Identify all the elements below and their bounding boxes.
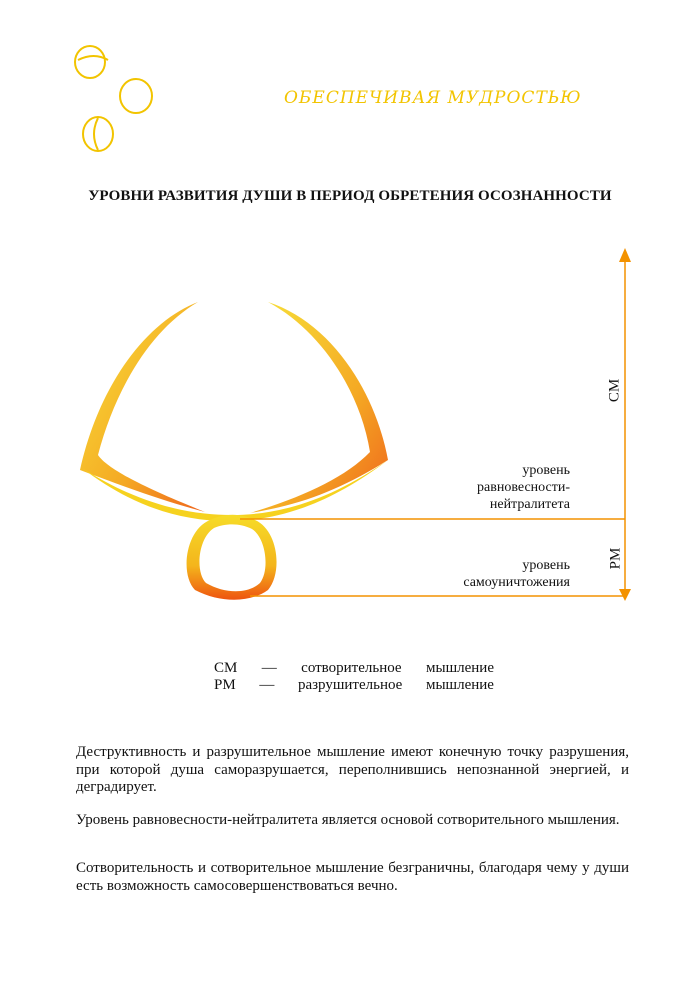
axis-label-cm: СМ bbox=[606, 378, 623, 403]
level-label-line: уровень bbox=[522, 463, 570, 478]
level-label-self-destruction bbox=[463, 557, 570, 591]
lower-ring bbox=[187, 515, 277, 600]
axis-bottom-arrow bbox=[619, 589, 631, 601]
cup-base bbox=[82, 460, 388, 521]
level-label-equilibrium bbox=[477, 462, 570, 513]
cup-left-arm bbox=[80, 302, 205, 512]
legend-row-cm bbox=[214, 660, 494, 677]
level-label-line: уровень bbox=[522, 558, 570, 573]
brand-name: ОБЕСПЕЧИВАЯ МУДРОСТЬЮ bbox=[284, 88, 582, 108]
level-label-line: нейтралитета bbox=[489, 497, 570, 512]
legend-row-rm bbox=[214, 677, 494, 694]
legend-abbr: СМ bbox=[214, 660, 238, 676]
paragraph-equilibrium: Уровень равновесности-нейтралитета является основой сотворительного мышления. bbox=[76, 812, 620, 828]
level-label-line: самоуничтожения bbox=[463, 575, 570, 590]
legend-dash: — bbox=[261, 660, 277, 676]
legend-word: мышление bbox=[425, 677, 494, 693]
logo-icon bbox=[70, 38, 170, 158]
legend-word: мышление bbox=[426, 660, 494, 676]
legend-dash: — bbox=[259, 677, 275, 693]
soul-levels-diagram bbox=[0, 230, 700, 630]
axis-top-arrow bbox=[619, 248, 631, 262]
paragraph-creativity: Сотворительность и сотворительное мышление безграничны, благодаря чему у души есть возможность самосовершенствоваться вечно. bbox=[76, 860, 629, 894]
legend bbox=[214, 660, 494, 694]
page-title: УРОВНИ РАЗВИТИЯ ДУШИ В ПЕРИОД ОБРЕТЕНИЯ ОСОЗНАННОСТИ bbox=[88, 188, 612, 204]
legend-word: разрушительное bbox=[297, 677, 403, 693]
paragraph-destructiveness: Деструктивность и разрушительное мышление имеют конечную точку разрушения, при которой душа саморазрушается, переполнившись непознанной энергией, и деградирует. bbox=[76, 744, 629, 795]
axis-label-rm: РМ bbox=[607, 547, 624, 570]
legend-abbr: РМ bbox=[214, 677, 236, 693]
cup-right-arm bbox=[250, 302, 388, 513]
legend-word: сотворительное bbox=[301, 660, 402, 676]
level-label-line: равновесности- bbox=[477, 480, 570, 495]
